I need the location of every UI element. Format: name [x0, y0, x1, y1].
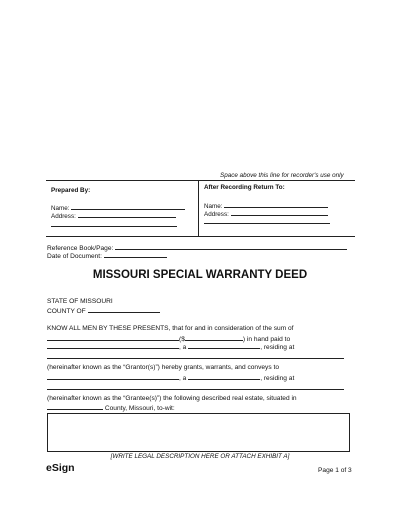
- esign-logo: eSign: [46, 462, 75, 474]
- county-row: [47, 306, 160, 316]
- address-label: Address:: [51, 213, 76, 220]
- county-label: COUNTY OF: [47, 308, 86, 315]
- grantor-text: (hereinafter known as the “Grantor(s)”) hereby grants, warrants, and conveys to: [47, 364, 279, 371]
- legal-description-note: [WRITE LEGAL DESCRIPTION HERE OR ATTACH EXHIBIT A]: [110, 453, 290, 460]
- document-title: MISSOURI SPECIAL WARRANTY DEED: [92, 269, 308, 281]
- document-date-row: [47, 251, 167, 261]
- recorder-note: Space above this line for recorder's use only: [220, 172, 344, 179]
- prepared-by-address-field[interactable]: [78, 211, 176, 218]
- grantor-name-field[interactable]: [47, 342, 179, 349]
- document-date-field[interactable]: [104, 251, 167, 258]
- comma-a-text: , a: [179, 344, 187, 351]
- residing-at-text: , residing at: [260, 344, 295, 351]
- prepared-by-address-line2[interactable]: [51, 226, 177, 227]
- after-recording-label: After Recording Return To:: [204, 184, 285, 191]
- grantor-address-field[interactable]: [47, 358, 344, 359]
- property-county-field[interactable]: [47, 403, 103, 410]
- reference-book-label: Reference Book/Page:: [47, 245, 114, 252]
- grantor-row: [47, 342, 294, 352]
- name-label: Name:: [51, 205, 70, 212]
- state-label: STATE OF MISSOURI: [47, 298, 113, 305]
- county-field[interactable]: [88, 306, 160, 313]
- return-to-address-field[interactable]: [231, 209, 328, 216]
- return-to-address-row: [204, 209, 328, 219]
- reference-book-field[interactable]: [115, 243, 347, 250]
- county-missouri-text: County, Missouri, to-wit:: [104, 405, 175, 412]
- grantee-text: (hereinafter known as the “Grantee(s)”) the following described real estate, situated in: [47, 395, 297, 402]
- prepared-by-address-row: [51, 211, 176, 221]
- consideration-words-field[interactable]: [47, 334, 179, 341]
- prepared-by-name-field[interactable]: [71, 203, 185, 210]
- legal-description-box[interactable]: [47, 413, 350, 452]
- dollar-open-text: ($: [179, 336, 185, 343]
- property-county-row: [47, 403, 175, 413]
- grantee-row: [47, 373, 294, 383]
- page-number: Page 1 of 3: [318, 467, 352, 474]
- know-all-text: KNOW ALL MEN BY THESE PRESENTS, that for and in consideration of the sum of: [47, 325, 294, 332]
- residing-at-text: , residing at: [260, 375, 295, 382]
- dollar-close-text: ) in hand paid to: [242, 336, 291, 343]
- document-date-label: Date of Document:: [47, 253, 102, 260]
- prepared-by-label: Prepared By:: [51, 187, 91, 194]
- address-label: Address:: [204, 211, 229, 218]
- grantor-type-field[interactable]: [188, 342, 260, 349]
- comma-a-text: , a: [179, 375, 187, 382]
- return-to-name-field[interactable]: [224, 201, 328, 208]
- grantee-type-field[interactable]: [188, 373, 260, 380]
- return-to-address-line2[interactable]: [204, 223, 330, 224]
- grantee-name-field[interactable]: [47, 373, 179, 380]
- grantee-address-field[interactable]: [47, 389, 344, 390]
- consideration-amount-field[interactable]: [185, 334, 243, 341]
- name-label: Name:: [204, 203, 223, 210]
